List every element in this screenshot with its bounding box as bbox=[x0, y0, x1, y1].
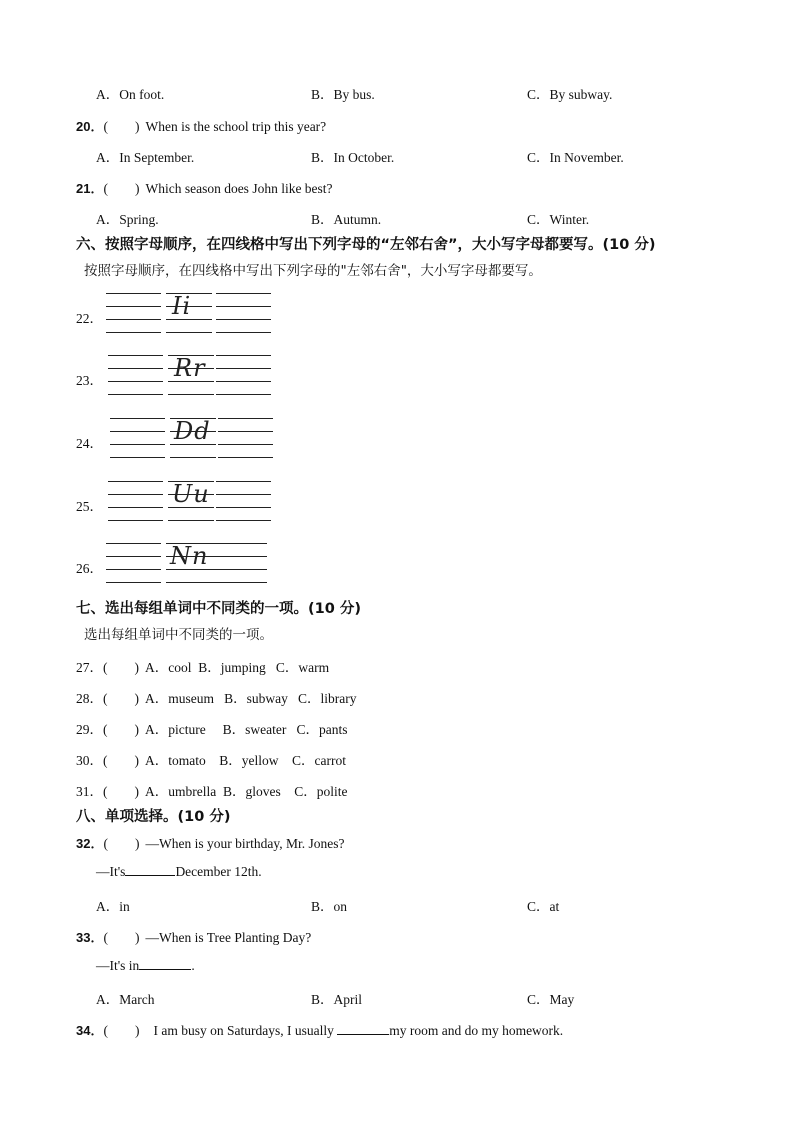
question-number: 29． bbox=[76, 722, 103, 737]
question-number: 27． bbox=[76, 660, 103, 675]
question-number: 34． bbox=[76, 1023, 104, 1038]
section-8-heading: 八、单项选择。(10 分) bbox=[76, 809, 231, 825]
answer-paren[interactable]: ( ) bbox=[103, 1023, 140, 1038]
q19-option-c[interactable]: C．By subway. bbox=[527, 87, 613, 102]
section-6-heading: 六、按照字母顺序，在四线格中写出下列字母的“左邻右舍”，大小写字母都要写。(10 分) bbox=[76, 237, 656, 253]
question-21 bbox=[76, 177, 333, 197]
four-line-grid-22[interactable] bbox=[106, 293, 286, 333]
q21-option-c[interactable]: C．Winter. bbox=[527, 212, 590, 227]
option-a[interactable]: A．picture bbox=[145, 722, 206, 737]
option-a[interactable]: A．cool bbox=[145, 660, 192, 675]
option-b[interactable]: B．subway bbox=[224, 691, 288, 706]
question-stem: When is the school trip this year? bbox=[145, 119, 327, 134]
option-c[interactable]: C．library bbox=[298, 691, 357, 706]
question-34 bbox=[76, 1019, 563, 1039]
answer-prefix: —It's bbox=[96, 864, 126, 879]
option-a[interactable]: A．umbrella bbox=[145, 784, 217, 799]
item-26-number: 26． bbox=[76, 561, 103, 576]
answer-suffix: December 12th. bbox=[175, 864, 262, 879]
option-c[interactable]: C．pants bbox=[296, 722, 348, 737]
question-stem: —When is your birthday, Mr. Jones? bbox=[145, 836, 345, 851]
item-22-number: 22． bbox=[76, 311, 103, 326]
option-b[interactable]: B．sweater bbox=[222, 722, 287, 737]
four-line-grid-25[interactable] bbox=[108, 481, 288, 521]
question-stem: —When is Tree Planting Day? bbox=[145, 930, 312, 945]
q21-option-a[interactable]: A．Spring. bbox=[96, 212, 159, 227]
option-b[interactable]: B．jumping bbox=[198, 660, 266, 675]
question-31 bbox=[76, 780, 348, 800]
q33-option-a[interactable]: A．March bbox=[96, 992, 155, 1007]
answer-paren[interactable]: ( ) bbox=[103, 753, 139, 768]
question-28 bbox=[76, 687, 357, 707]
question-number: 20． bbox=[76, 119, 104, 134]
q21-option-b[interactable]: B．Autumn. bbox=[311, 212, 382, 227]
q33-option-c[interactable]: C．May bbox=[527, 992, 575, 1007]
question-20 bbox=[76, 115, 326, 135]
question-stem-suffix: my room and do my homework. bbox=[389, 1023, 564, 1038]
q32-option-b[interactable]: B．on bbox=[311, 899, 348, 914]
question-number: 28． bbox=[76, 691, 103, 706]
option-b[interactable]: B．yellow bbox=[219, 753, 279, 768]
four-line-grid-26[interactable] bbox=[106, 543, 286, 583]
answer-paren[interactable]: ( ) bbox=[103, 784, 139, 799]
q32-option-a[interactable]: A．in bbox=[96, 899, 130, 914]
question-29 bbox=[76, 718, 347, 738]
answer-paren[interactable]: ( ) bbox=[103, 660, 139, 675]
answer-paren[interactable]: ( ) bbox=[103, 691, 139, 706]
q32-answer-line bbox=[96, 863, 262, 880]
answer-paren[interactable]: ( ) bbox=[103, 181, 140, 196]
letters-26: Nn bbox=[170, 542, 209, 570]
q20-option-b[interactable]: B．In October. bbox=[311, 150, 395, 165]
fill-blank[interactable] bbox=[139, 957, 191, 970]
item-25-number: 25． bbox=[76, 499, 103, 514]
q33-option-b[interactable]: B．April bbox=[311, 992, 363, 1007]
answer-paren[interactable]: ( ) bbox=[103, 836, 140, 851]
answer-paren[interactable]: ( ) bbox=[103, 930, 140, 945]
fill-blank[interactable] bbox=[125, 863, 175, 876]
question-stem-prefix: I am busy on Saturdays, I usually bbox=[153, 1023, 334, 1038]
answer-paren[interactable]: ( ) bbox=[103, 722, 139, 737]
item-23-number: 23． bbox=[76, 373, 103, 388]
option-a[interactable]: A．tomato bbox=[145, 753, 206, 768]
option-b[interactable]: B．gloves bbox=[222, 784, 281, 799]
four-line-grid-23[interactable] bbox=[108, 355, 288, 395]
section-7-heading: 七、选出每组单词中不同类的一项。(10 分) bbox=[76, 601, 361, 617]
question-30 bbox=[76, 749, 346, 769]
question-33 bbox=[76, 926, 311, 946]
option-a[interactable]: A．museum bbox=[145, 691, 214, 706]
question-32 bbox=[76, 832, 344, 852]
q33-answer-line bbox=[96, 957, 195, 974]
fill-blank[interactable] bbox=[337, 1022, 389, 1035]
option-c[interactable]: C．warm bbox=[275, 660, 330, 675]
q20-option-c[interactable]: C．In November. bbox=[527, 150, 624, 165]
four-line-grid-24[interactable] bbox=[110, 418, 290, 458]
question-number: 31． bbox=[76, 784, 103, 799]
letters-22: Ii bbox=[172, 292, 192, 320]
letters-23: Rr bbox=[174, 354, 206, 382]
q20-option-a[interactable]: A．In September. bbox=[96, 150, 195, 165]
item-24-number: 24． bbox=[76, 436, 103, 451]
q32-option-c[interactable]: C．at bbox=[527, 899, 560, 914]
question-number: 33． bbox=[76, 930, 104, 945]
section-6-instruction: 按照字母顺序，在四线格中写出下列字母的"左邻右舍"，大小写字母都要写。 bbox=[84, 263, 542, 279]
answer-prefix: —It's in bbox=[96, 958, 140, 973]
answer-suffix: . bbox=[191, 958, 195, 973]
question-27 bbox=[76, 656, 329, 676]
letters-24: Dd bbox=[174, 417, 211, 445]
q19-option-b[interactable]: B．By bus. bbox=[311, 87, 375, 102]
q19-option-a[interactable]: A．On foot. bbox=[96, 87, 165, 102]
section-7-instruction: 选出每组单词中不同类的一项。 bbox=[84, 627, 273, 643]
question-number: 21． bbox=[76, 181, 104, 196]
question-stem: Which season does John like best? bbox=[145, 181, 333, 196]
answer-paren[interactable]: ( ) bbox=[103, 119, 140, 134]
option-c[interactable]: C．carrot bbox=[292, 753, 346, 768]
letters-25: Uu bbox=[172, 480, 210, 508]
option-c[interactable]: C．polite bbox=[294, 784, 348, 799]
question-number: 32． bbox=[76, 836, 104, 851]
question-number: 30． bbox=[76, 753, 103, 768]
